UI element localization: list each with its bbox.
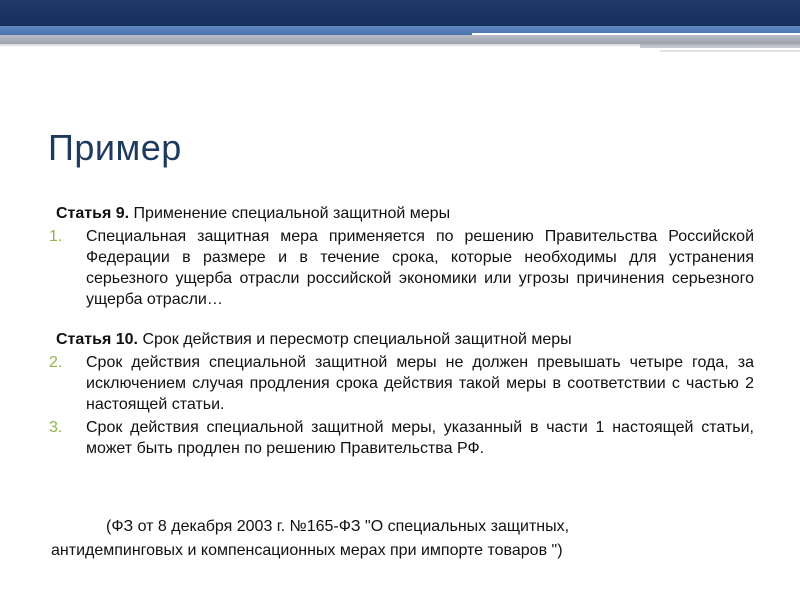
- list-item-number: 2.: [49, 354, 63, 371]
- citation-line-2: антидемпинговых и компенсационных мерах при импорте товаров "): [51, 542, 563, 559]
- article-9-heading: [56, 203, 754, 224]
- slide-title: Пример: [48, 127, 182, 168]
- header-divider: [472, 33, 800, 35]
- article-9-title: Применение специальной защитной меры: [133, 205, 451, 222]
- list-item: [49, 417, 754, 459]
- spacer: [56, 310, 754, 329]
- list-item-text: Срок действия специальной защитной меры не должен превышать четыре года, за исключением случая продления срока действия такой меры в соответствии с частью 2 настоящей статьи.: [86, 354, 754, 413]
- header-band-dark: [0, 0, 800, 26]
- header-band-gray: [0, 35, 800, 44]
- list-item-number: 1.: [49, 228, 63, 245]
- list-item: [49, 352, 754, 415]
- article-10-title: Срок действия и пересмотр специальной защитной меры: [142, 331, 572, 348]
- law-citation: [48, 515, 728, 563]
- slide-content: [49, 203, 754, 459]
- header-accent-line: [660, 50, 800, 52]
- header-shadow: [0, 44, 800, 47]
- citation-line-1: (ФЗ от 8 декабря 2003 г. №165-ФЗ "О специальных защитных,: [106, 518, 570, 535]
- list-item-text: Срок действия специальной защитной меры, указанный в части 1 настоящей статьи, может быть продлен по решению Правительства РФ.: [86, 419, 754, 457]
- article-9-label: Статья 9.: [56, 205, 130, 222]
- list-item: [49, 226, 754, 310]
- list-item-number: 3.: [49, 419, 63, 436]
- article-10-label: Статья 10.: [56, 331, 138, 348]
- article-10-heading: [56, 329, 754, 350]
- list-item-text: Специальная защитная мера применяется по решению Правительства Российской Федерации в размере и в течение срока, которые необходимы для устранения серьезного ущерба отрасли российской экономики или угрозы причинения серьезного ущерба отрасли…: [86, 228, 754, 308]
